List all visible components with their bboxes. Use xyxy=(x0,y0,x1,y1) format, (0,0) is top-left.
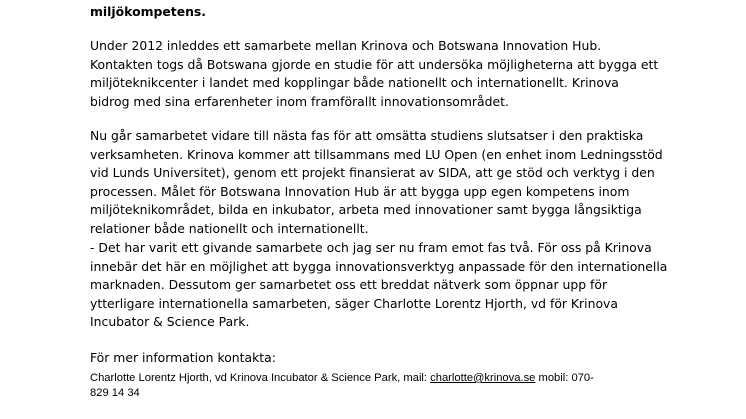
text-line: miljöteknikcenter i landet med kopplingar både nationellt och internationellt. Krinova xyxy=(90,75,619,91)
text-line: Nu går samarbetet vidare till nästa fas för att omsätta studiens slutsatser i den praktiska xyxy=(90,128,644,143)
contact-name-and-title: Charlotte Lorentz Hjorth, vd Krinova Incubator & Science Park, mail: xyxy=(90,372,431,384)
mobile-number: 829 14 34 xyxy=(90,386,140,399)
text-line: ytterligare internationella samarbeten, säger Charlotte Lorentz Hjorth, vd för Krinova xyxy=(90,295,618,311)
text-line: marknaden. Dessutom ger samarbetet oss ett breddat nätverk som öppnar upp för xyxy=(90,277,608,293)
text-line: Under 2012 inleddes ett samarbete mellan Krinova och Botswana Innovation Hub. xyxy=(90,38,602,53)
mobile-label: mobil: 070- xyxy=(535,372,594,384)
text-line: bidrog med sina erfarenheter inom framförallt innovationsområdet. xyxy=(90,93,509,109)
contact-heading: För mer information kontakta: xyxy=(90,350,276,365)
paragraph-collaboration-start xyxy=(90,37,658,111)
text-line: Kontakten togs då Botswana gjorde en studie för att undersöka möjligheterna att bygga ett xyxy=(90,56,659,72)
text-line: vid Lunds Universitet), genom ett projekt finansierat av SIDA, att ge stöd och verktyg i den xyxy=(90,165,655,181)
text-line: Incubator & Science Park. xyxy=(90,314,250,330)
text-line: miljöteknikområdet, bilda en inkubator, arbeta med innovationer samt bygga långsiktiga xyxy=(90,202,642,218)
text-line: verksamheten. Krinova kommer att tillsammans med LU Open (en enhet inom Ledningsstöd xyxy=(90,146,663,162)
text-line: - Det har varit ett givande samarbete och jag ser nu fram emot fas två. För oss på Krinova xyxy=(90,240,652,255)
paragraph-next-phase xyxy=(90,127,663,239)
text-line: processen. Målet för Botswana Innovation Hub är att bygga upp egen kompetens inom xyxy=(90,183,630,199)
lead-fragment: miljökompetens. xyxy=(90,4,206,19)
text-line: innebär det här en möjlighet att bygga innovationsverktyg anpassade för den internationella xyxy=(90,258,668,274)
contact-details xyxy=(90,371,594,400)
paragraph-quote xyxy=(90,239,667,332)
text-line: relationer både nationellt och internationellt. xyxy=(90,220,369,236)
contact-line-1 xyxy=(90,371,594,386)
email-link[interactable]: charlotte@krinova.se xyxy=(430,372,536,384)
